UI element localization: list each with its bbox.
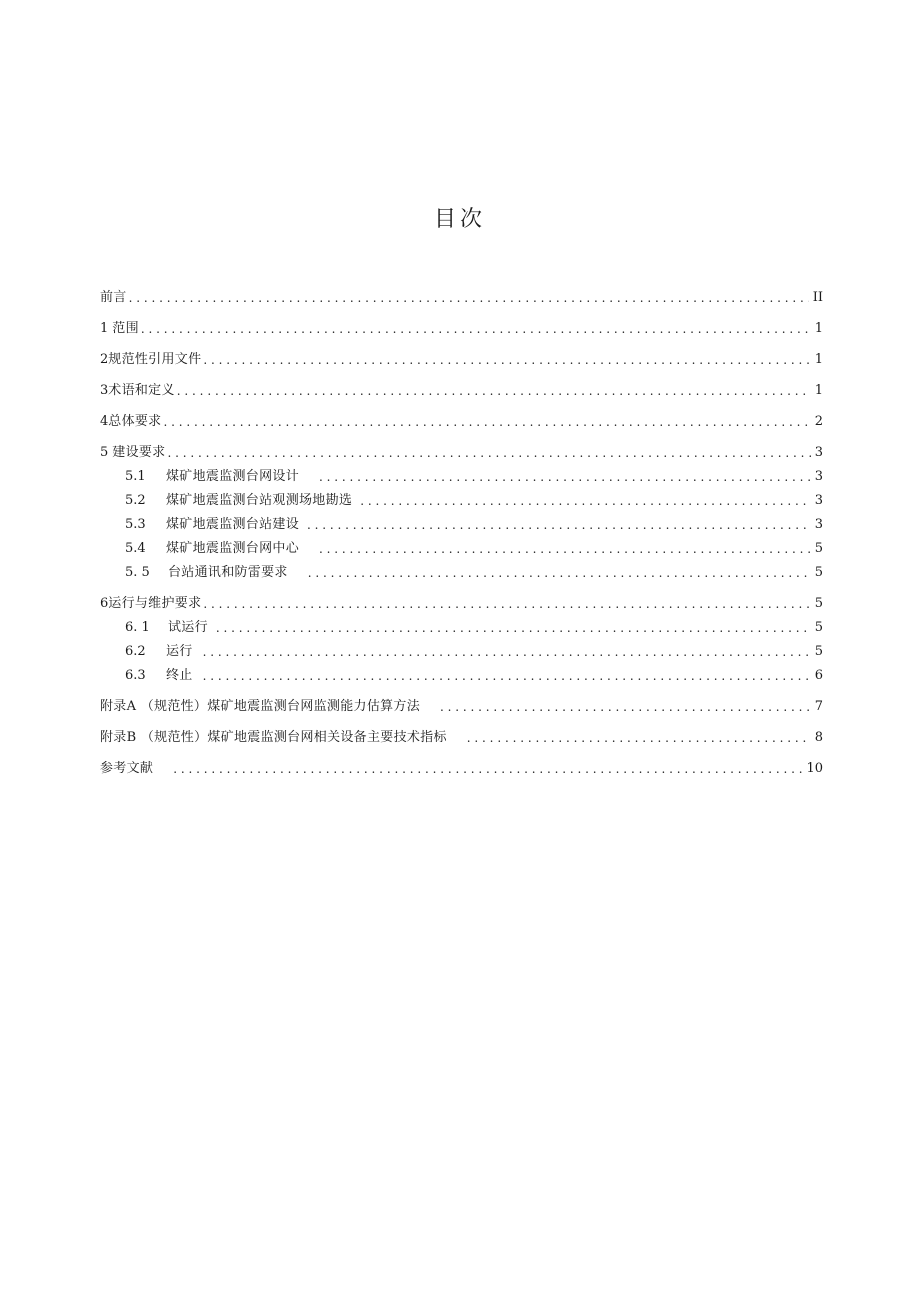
toc-entry-page: II	[812, 290, 823, 305]
toc-entry-appendix-a[interactable]	[100, 697, 823, 717]
toc-entry-number: 2	[100, 352, 109, 367]
toc-entry-page: 3	[814, 517, 823, 532]
toc-entry-page: 5	[814, 565, 823, 580]
toc-entry-label: 煤矿地震监测台站观测场地勘选	[166, 493, 353, 508]
toc-entry-page: 5	[814, 541, 823, 556]
toc-leader-dots	[167, 443, 810, 463]
toc-entry-page: 1	[814, 352, 823, 367]
toc-entry-terms-definitions[interactable]	[100, 381, 823, 401]
toc-leader-dots	[173, 759, 802, 779]
toc-entry-number: 5.1	[125, 469, 146, 484]
toc-leader-dots	[203, 350, 810, 370]
toc-leader-dots	[307, 515, 811, 535]
toc-entry-label: 建设要求	[112, 445, 166, 460]
toc-entry-appendix-b[interactable]	[100, 728, 823, 748]
toc-entry-5-1[interactable]	[125, 467, 823, 487]
toc-entry-page: 1	[814, 321, 823, 336]
toc-entry-page: 5	[814, 620, 823, 635]
toc-entry-label: 试运行	[168, 620, 208, 635]
toc-entry-number: 5	[100, 445, 109, 460]
toc-entry-label: 运行与维护要求	[108, 596, 202, 611]
toc-entry-foreword[interactable]	[100, 288, 823, 308]
toc-leader-dots	[129, 288, 809, 308]
toc-entry-label: 前言	[100, 290, 127, 305]
toc-entry-6-2[interactable]	[125, 642, 823, 662]
toc-entry-label: 规范性引用文件	[108, 352, 202, 367]
toc-entry-page: 3	[814, 469, 823, 484]
toc-entry-label: 参考文献	[100, 761, 154, 776]
toc-leader-dots	[440, 697, 811, 717]
toc-leader-dots	[203, 642, 811, 662]
toc-entry-5-3[interactable]	[125, 515, 823, 535]
toc-entry-page: 5	[814, 644, 823, 659]
toc-leader-dots	[467, 728, 811, 748]
toc-entry-page: 2	[814, 414, 823, 429]
toc-leader-dots	[360, 491, 811, 511]
toc-entry-page: 8	[814, 730, 823, 745]
toc-entry-6-1[interactable]	[125, 618, 823, 638]
toc-entry-page: 1	[814, 383, 823, 398]
toc-entry-page: 5	[814, 596, 823, 611]
toc-entry-number: 5. 5	[125, 565, 150, 580]
toc-entry-page: 6	[814, 668, 823, 683]
toc-entry-label: 煤矿地震监测台网中心	[166, 541, 300, 556]
toc-entry-label: 运行	[166, 644, 193, 659]
toc-entry-label: 煤矿地震监测台网设计	[166, 469, 300, 484]
toc-entry-number: 1	[100, 321, 109, 336]
toc-entry-label: 附录A （规范性）煤矿地震监测台网监测能力估算方法	[100, 699, 421, 714]
toc-leader-dots	[319, 467, 811, 487]
toc-entry-label: 总体要求	[108, 414, 162, 429]
toc-entry-number: 6. 1	[125, 620, 150, 635]
toc-entry-5-4[interactable]	[125, 539, 823, 559]
toc-entry-number: 6.3	[125, 668, 146, 683]
toc-entry-general-requirements[interactable]	[100, 412, 823, 432]
toc-entry-construction-requirements[interactable]	[100, 443, 823, 463]
toc-entry-page: 3	[814, 445, 823, 460]
toc-entry-normative-references[interactable]	[100, 350, 823, 370]
toc-leader-dots	[177, 381, 811, 401]
toc-entry-scope[interactable]	[100, 319, 823, 339]
toc-entry-operation-maintenance[interactable]	[100, 594, 823, 614]
toc-entry-number: 5.2	[125, 493, 146, 508]
toc-leader-dots	[203, 594, 810, 614]
toc-leader-dots	[308, 563, 811, 583]
toc-leader-dots	[216, 618, 811, 638]
toc-entry-6-3[interactable]	[125, 666, 823, 686]
toc-entry-bibliography[interactable]	[100, 759, 823, 779]
toc-entry-label: 终止	[166, 668, 193, 683]
toc-entry-number: 5.4	[125, 541, 146, 556]
toc-entry-number: 6	[100, 596, 109, 611]
toc-entry-label: 范围	[112, 321, 139, 336]
toc-entry-label: 台站通讯和防雷要求	[168, 565, 288, 580]
toc-entry-5-5[interactable]	[125, 563, 823, 583]
toc-entry-page: 10	[806, 761, 823, 776]
toc-entry-page: 7	[814, 699, 823, 714]
toc-entry-label: 附录B （规范性）煤矿地震监测台网相关设备主要技术指标	[100, 730, 447, 745]
toc-leader-dots	[141, 319, 811, 339]
toc-entry-number: 6.2	[125, 644, 146, 659]
toc-entry-label: 煤矿地震监测台站建设	[166, 517, 300, 532]
toc-entry-page: 3	[814, 493, 823, 508]
toc-entry-label: 术语和定义	[108, 383, 175, 398]
toc-entry-5-2[interactable]	[125, 491, 823, 511]
toc-title: 目次	[433, 207, 486, 232]
toc-entry-number: 4	[100, 414, 109, 429]
toc-leader-dots	[163, 412, 810, 432]
toc-entry-number: 3	[100, 383, 109, 398]
toc-leader-dots	[319, 539, 811, 559]
toc-leader-dots	[203, 666, 811, 686]
toc-entry-number: 5.3	[125, 517, 146, 532]
